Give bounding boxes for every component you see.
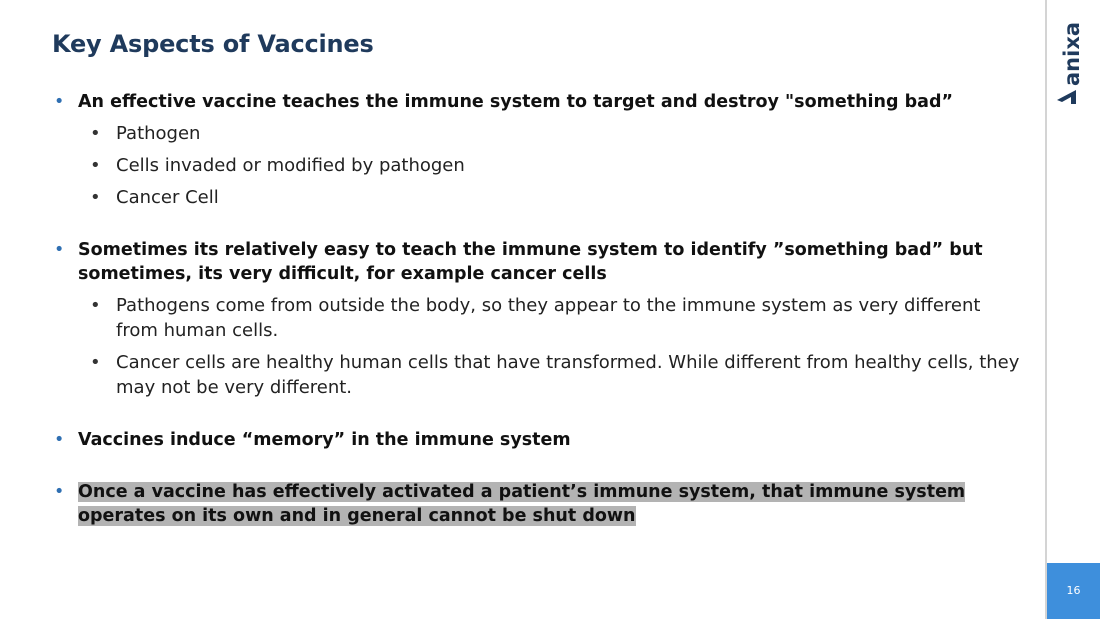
bullet-4-highlighted-text: Once a vaccine has effectively activated a patient’s immune system, that immune system operates on its own and in general cannot be shut down — [78, 482, 966, 526]
sub-bullet-2-1 — [52, 293, 1022, 343]
sub-bullet-dot: • — [90, 295, 101, 316]
bullet-3 — [52, 428, 1022, 452]
bullet-4 — [52, 480, 1022, 528]
page-number: 16 — [1066, 584, 1081, 597]
sidebar-divider — [1045, 0, 1047, 619]
bullet-dot: • — [54, 92, 65, 112]
bullet-list — [52, 90, 1022, 528]
sub-bullet-dot: • — [90, 155, 101, 176]
bullet-2 — [52, 238, 1022, 286]
bullet-spacer — [52, 210, 1022, 238]
slide-title: Key Aspects of Vaccines — [52, 30, 374, 58]
sub-bullet-1-1 — [52, 121, 1022, 146]
sub-bullet-dot: • — [90, 187, 101, 208]
bullet-spacer — [52, 400, 1022, 428]
logo-mark-icon — [1057, 90, 1076, 104]
bullet-1-text: An effective vaccine teaches the immune system to target and destroy "something bad” — [78, 92, 953, 112]
sub-bullet-2-1-text: Pathogens come from outside the body, so they appear to the immune system as very different from human cells. — [116, 295, 981, 341]
sub-bullet-1-3-text: Cancer Cell — [116, 187, 219, 208]
sub-bullet-2-2 — [52, 350, 1022, 400]
sub-bullet-1-1-text: Pathogen — [116, 123, 201, 144]
bullet-3-text: Vaccines induce “memory” in the immune system — [78, 430, 571, 450]
logo-wordmark: anixa — [1060, 21, 1084, 86]
sub-bullet-2-2-text: Cancer cells are healthy human cells that have transformed. While different from healthy cells, they may not be very different. — [116, 352, 1020, 398]
sub-bullet-dot: • — [90, 352, 101, 373]
sub-bullet-dot: • — [90, 123, 101, 144]
bullet-2-text: Sometimes its relatively easy to teach the immune system to identify ”something bad” but sometimes, its very difficult, for example cancer cells — [78, 240, 983, 284]
bullet-dot: • — [54, 430, 65, 450]
bullet-dot: • — [54, 240, 65, 260]
bullet-spacer — [52, 452, 1022, 480]
page-number-box — [1047, 563, 1100, 619]
bullet-1 — [52, 90, 1022, 114]
anixa-logo — [1052, 18, 1096, 108]
sub-bullet-1-2-text: Cells invaded or modified by pathogen — [116, 155, 465, 176]
bullet-dot: • — [54, 482, 65, 502]
sub-bullet-1-3 — [52, 185, 1022, 210]
sub-bullet-1-2 — [52, 153, 1022, 178]
